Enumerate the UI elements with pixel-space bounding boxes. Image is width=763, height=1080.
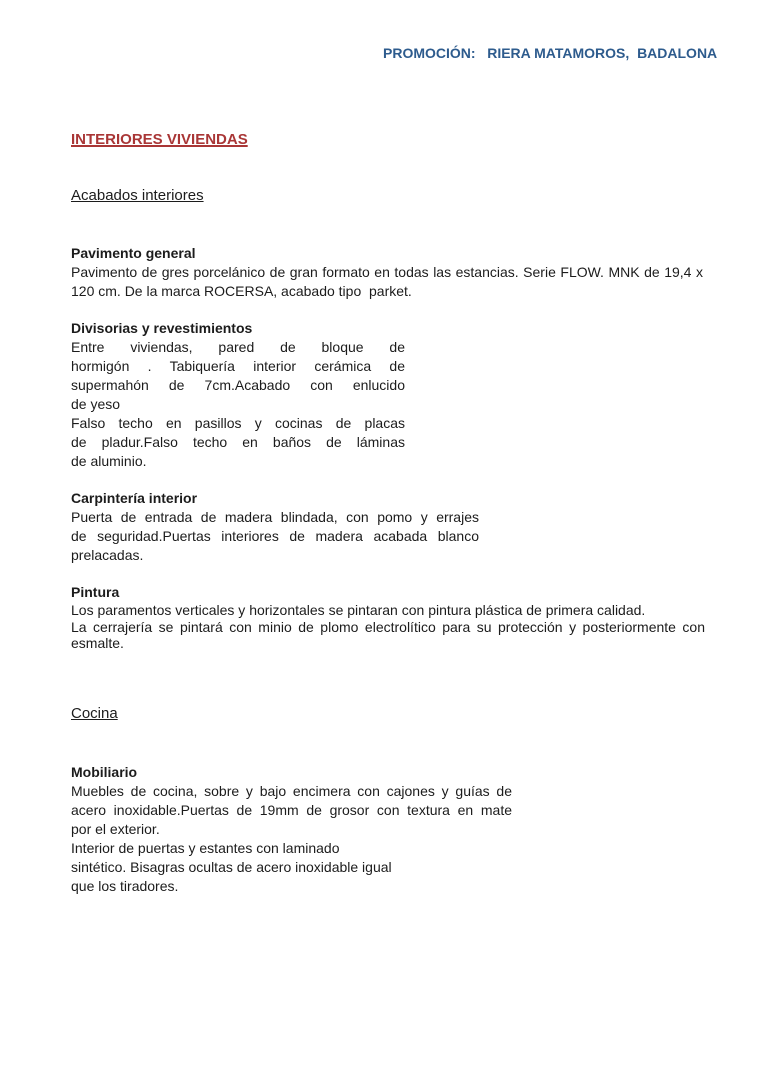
paragraph-line: de seguridad.Puertas interiores de madera acabada blanco bbox=[71, 528, 479, 544]
paragraph-line: acero inoxidable.Puertas de 19mm de grosor con textura en mate bbox=[71, 802, 512, 818]
mobiliario-paragraph bbox=[71, 782, 512, 896]
paragraph-line: Entre viviendas, pared de bloque de bbox=[71, 339, 405, 355]
paragraph-line: de aluminio. bbox=[71, 453, 147, 469]
paragraph-line: prelacadas. bbox=[71, 547, 144, 563]
section-heading-divisorias: Divisorias y revestimientos bbox=[71, 320, 253, 336]
pintura-paragraph bbox=[71, 602, 705, 652]
section-heading-carpinteria: Carpintería interior bbox=[71, 490, 198, 506]
paragraph-line: supermahón de 7cm.Acabado con enlucido bbox=[71, 377, 405, 393]
section-heading-pavimento: Pavimento general bbox=[71, 245, 196, 261]
paragraph-line: sintético. Bisagras ocultas de acero inoxidable igual bbox=[71, 859, 392, 875]
pavimento-paragraph bbox=[71, 263, 703, 301]
promotion-header: PROMOCIÓN: RIERA MATAMOROS, BADALONA bbox=[383, 45, 718, 61]
paragraph-line: hormigón . Tabiquería interior cerámica de bbox=[71, 358, 405, 374]
paragraph-line: esmalte. bbox=[71, 635, 124, 651]
paragraph-line: La cerrajería se pintará con minio de plomo electrolítico para su protección y posteriormente con bbox=[71, 618, 705, 635]
paragraph-line: Muebles de cocina, sobre y bajo encimera con cajones y guías de bbox=[71, 783, 512, 799]
paragraph-line: Falso techo en pasillos y cocinas de placas bbox=[71, 415, 405, 431]
document-title: INTERIORES VIVIENDAS bbox=[71, 131, 248, 148]
section-heading-pintura: Pintura bbox=[71, 584, 120, 600]
paragraph-line: 120 cm. De la marca ROCERSA, acabado tipo parket. bbox=[71, 283, 412, 299]
paragraph-line: de pladur.Falso techo en baños de láminas bbox=[71, 434, 405, 450]
paragraph-line: Puerta de entrada de madera blindada, con pomo y errajes bbox=[71, 509, 479, 525]
paragraph-line: por el exterior. bbox=[71, 821, 160, 837]
section-heading-cocina: Cocina bbox=[71, 705, 118, 722]
paragraph-line: que los tiradores. bbox=[71, 878, 179, 894]
section-heading-mobiliario: Mobiliario bbox=[71, 764, 138, 780]
paragraph-line: de yeso bbox=[71, 396, 121, 412]
divisorias-paragraph bbox=[71, 338, 405, 471]
section-heading-acabados: Acabados interiores bbox=[71, 187, 204, 204]
paragraph-line: Interior de puertas y estantes con laminado bbox=[71, 840, 340, 856]
carpinteria-paragraph bbox=[71, 508, 479, 565]
paragraph-line: Los paramentos verticales y horizontales se pintaran con pintura plástica de primera calidad. bbox=[71, 602, 646, 618]
paragraph-line: Pavimento de gres porcelánico de gran formato en todas las estancias. Serie FLOW. MNK de 19,4 x bbox=[71, 264, 703, 280]
